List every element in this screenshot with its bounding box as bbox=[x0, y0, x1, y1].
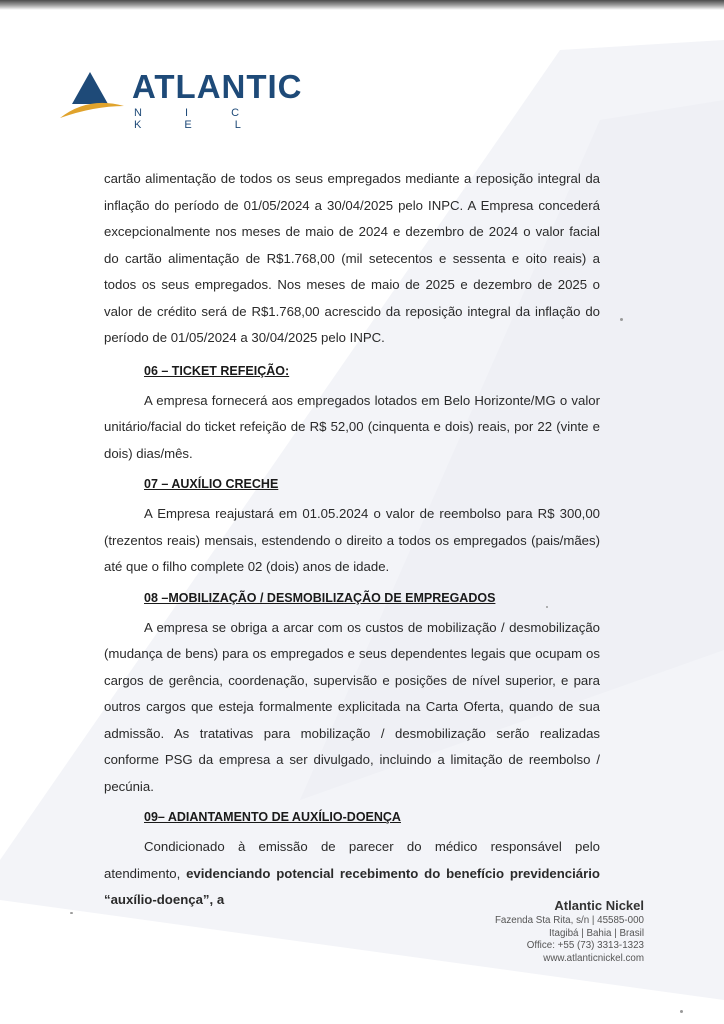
footer-address-block bbox=[495, 898, 644, 965]
heading-mobilizacao: 08 –MOBILIZAÇÃO / DESMOBILIZAÇÃO DE EMPREGADOS bbox=[144, 590, 496, 605]
footer-company-name: Atlantic Nickel bbox=[554, 898, 644, 913]
paragraph-adiantamento-bold-text: evidenciando potencial recebimento do benefício previdenciário “auxílio-doença”, a bbox=[104, 865, 600, 907]
paragraph-adiantamento-text: Condicionado à emissão de parecer do médico responsável pelo atendimento, bbox=[104, 839, 600, 881]
footer-address-line-1: Fazenda Sta Rita, s/n | 45585-000 bbox=[494, 915, 644, 926]
heading-auxilio-creche: 07 – AUXÍLIO CRECHE bbox=[144, 477, 279, 491]
paragraph-auxilio-creche: A Empresa reajustará em 01.05.2024 o valor de reembolso para R$ 300,00 (trezentos reais) mensais, estendendo o direito a todos os empregados (pais/mães) até que o filho complete 02 (dois) anos de idade. bbox=[104, 506, 600, 574]
heading-ticket-refeicao: 06 – TICKET REFEIÇÃO: bbox=[144, 363, 290, 378]
footer-phone: Office: +55 (73) 3313-1323 bbox=[526, 940, 644, 951]
scan-speck bbox=[546, 606, 548, 608]
scan-speck bbox=[70, 912, 73, 914]
logo-triangle-icon bbox=[58, 70, 128, 125]
heading-adiantamento-auxilio-doenca: 09– ADIANTAMENTO DE AUXÍLIO-DOENÇA bbox=[144, 810, 401, 824]
atlantic-nickel-logo bbox=[58, 68, 303, 131]
paragraph-ticket-refeicao: A empresa fornecerá aos empregados lotados em Belo Horizonte/MG o valor unitário/facial do ticket refeição de R$ 52,00 (cinquenta e dois) reais, por 22 (vinte e dois) dias/mês. bbox=[104, 392, 600, 461]
logo-subtitle: N I C K E L bbox=[134, 107, 261, 131]
paragraph-mobilizacao: A empresa se obriga a arcar com os custos de mobilização / desmobilização (mudança de bens) para os empregados e seus dependentes legais que ocupam os cargos de gerência, coordenação, supervisão e posições de nível superior, e para outros cargos que esteja formalmente explicitada na Carta Oferta, quando de sua admissão. As tratativas para mobilização / desmobilização serão realizadas conforme PSG da empresa a ser divulgado, incluindo a limitação de reembolso / pecúnia. bbox=[104, 619, 600, 794]
footer-website: www.atlanticnickel.com bbox=[543, 952, 644, 964]
paragraph-cartao-alimentacao: cartão alimentação de todos os seus empregados mediante a reposição integral da inflação do período de 01/05/2024 a 30/04/2025 pelo INPC. A Empresa concederá excepcionalmente nos meses de maio de 2024 e dezembro de 2024 o valor facial do cartão alimentação de R$1.768,00 (mil setecentos e sessenta e oito reais) a todos os seus empregados. Nos meses de maio de 2025 e dezembro de 2025 o valor de crédito será de R$1.768,00 acrescido da reposição integral da inflação do período de 01/05/2024 a 30/04/2025 pelo INPC. bbox=[104, 171, 600, 345]
logo-wordmark: ATLANTIC bbox=[132, 68, 303, 105]
scan-speck bbox=[680, 1010, 683, 1013]
footer-address-line-2: Itagibá | Bahia | Brasil bbox=[549, 927, 644, 939]
scan-speck bbox=[620, 318, 623, 321]
document-body bbox=[104, 166, 600, 914]
